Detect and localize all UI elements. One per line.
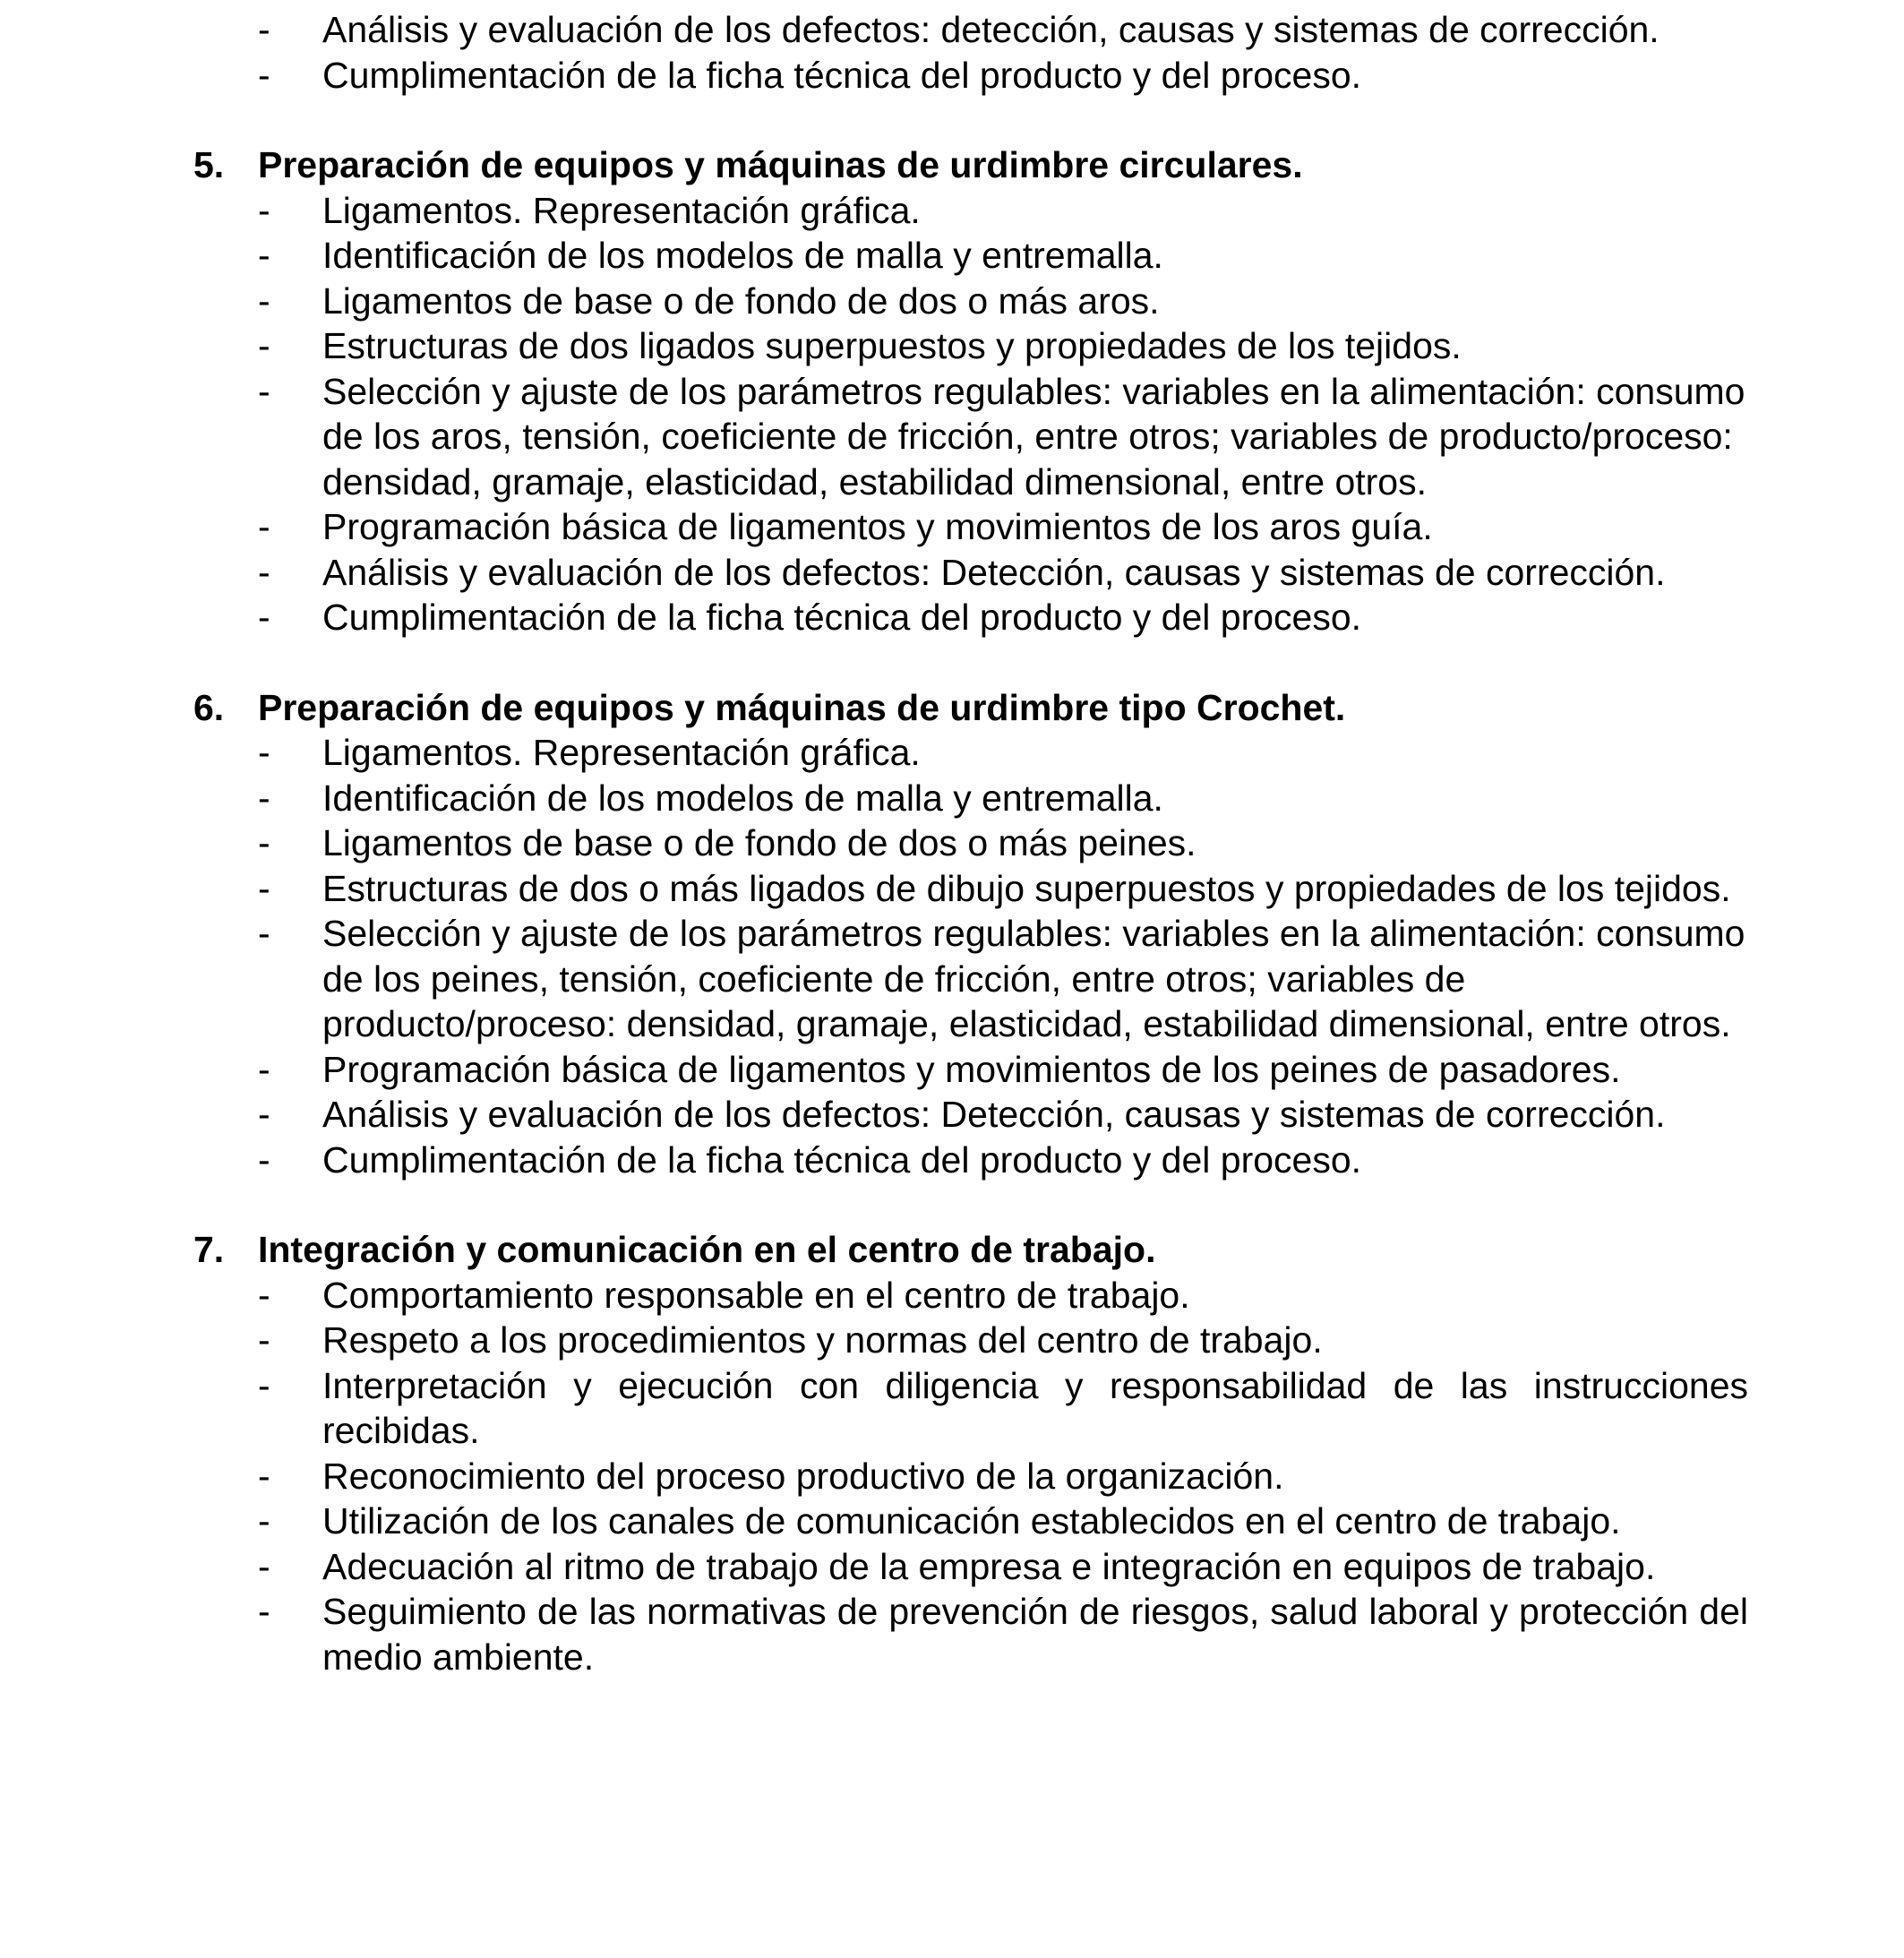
bullet-dash: - (258, 1364, 270, 1406)
section-number: 7. (193, 1229, 225, 1270)
list-item (193, 1454, 1748, 1499)
section-number: 6. (193, 686, 225, 728)
bullet-dash: - (258, 777, 270, 819)
bullet-dash: - (258, 1545, 270, 1587)
list-item (193, 53, 1748, 99)
list-item-text: Ligamentos de base o de fondo de dos o más aros. (322, 279, 1160, 322)
bullet-dash: - (258, 1274, 270, 1316)
list-item (193, 233, 1748, 279)
section-list (193, 1273, 1748, 1680)
bullet-dash: - (258, 325, 270, 366)
bullet-dash: - (258, 551, 270, 593)
bullet-dash: - (258, 9, 270, 50)
list-item (193, 866, 1748, 912)
list-item (193, 1047, 1748, 1093)
list-item (193, 1499, 1748, 1544)
list-item (193, 504, 1748, 550)
bullet-dash: - (258, 732, 270, 773)
bullet-dash: - (258, 822, 270, 863)
list-item (193, 323, 1748, 369)
list-item-text: Programación básica de ligamentos y movimientos de los aros guía. (322, 506, 1433, 547)
section-title: Preparación de equipos y máquinas de urdimbre circulares. (258, 144, 1303, 185)
list-item (193, 1363, 1748, 1454)
section-heading (193, 685, 1748, 731)
list-item (193, 1273, 1748, 1318)
list-item-text: Estructuras de dos ligados superpuestos y propiedades de los tejidos. (322, 325, 1462, 366)
bullet-dash: - (258, 1048, 270, 1090)
bullet-dash: - (258, 189, 270, 231)
list-item (193, 595, 1748, 640)
list-item-text: Ligamentos de base o de fondo de dos o más peines. (322, 822, 1196, 863)
list-item-text: Adecuación al ritmo de trabajo de la empresa e integración en equipos de trabajo. (322, 1545, 1656, 1587)
bullet-dash: - (258, 1319, 270, 1361)
list-item-text: Selección y ajuste de los parámetros regulables: variables en la alimentación: consumo de los aros, tensión, coeficiente de fricción, entre otros; variables de producto/proceso: densidad, gramaje, elasticidad, estabilidad dimensional, entre otros. (322, 370, 1745, 502)
section-list (193, 188, 1748, 640)
section-title: Integración y comunicación en el centro de trabajo. (258, 1229, 1156, 1270)
list-item-text: Análisis y evaluación de los defectos: Detección, causas y sistemas de corrección. (322, 551, 1666, 593)
list-item (193, 1092, 1748, 1138)
list-item-text: Utilización de los canales de comunicación establecidos en el centro de trabajo. (322, 1500, 1621, 1541)
bullet-dash: - (258, 1591, 270, 1632)
list-item (193, 1318, 1748, 1363)
section-7 (193, 1227, 1748, 1679)
bullet-dash: - (258, 1455, 270, 1497)
list-item-text: Análisis y evaluación de los defectos: detección, causas y sistemas de corrección. (322, 9, 1660, 50)
list-item (193, 369, 1748, 505)
list-item (193, 550, 1748, 596)
list-item-text: Ligamentos. Representación gráfica. (322, 732, 921, 773)
section-5 (193, 142, 1748, 640)
list-item-text: Interpretación y ejecución con diligencia y responsabilidad de las instrucciones recibidas. (322, 1364, 1748, 1451)
bullet-dash: - (258, 597, 270, 638)
document-content (193, 7, 1748, 1679)
list-item-text: Cumplimentación de la ficha técnica del producto y del proceso. (322, 54, 1362, 96)
section-heading (193, 1227, 1748, 1273)
list-item (193, 1544, 1748, 1590)
list-item (193, 1138, 1748, 1183)
intro-list (193, 7, 1748, 98)
list-item-text: Selección y ajuste de los parámetros regulables: variables en la alimentación: consumo de los peines, tensión, coeficiente de fricción, entre otros; variables de producto/proceso: densidad, gramaje, elasticidad, estabilidad dimensional, entre otros. (322, 913, 1745, 1044)
bullet-dash: - (258, 1500, 270, 1541)
section-6 (193, 685, 1748, 1183)
list-item (193, 279, 1748, 324)
section-number: 5. (193, 144, 225, 185)
list-item-text: Seguimiento de las normativas de prevención de riesgos, salud laboral y protección del medio ambiente. (322, 1591, 1748, 1678)
list-item-text: Análisis y evaluación de los defectos: Detección, causas y sistemas de corrección. (322, 1094, 1666, 1135)
section-title: Preparación de equipos y máquinas de urdimbre tipo Crochet. (258, 686, 1346, 728)
list-item (193, 730, 1748, 776)
bullet-dash: - (258, 1138, 270, 1181)
list-item-text: Identificación de los modelos de malla y entremalla. (322, 235, 1163, 276)
list-item (193, 911, 1748, 1047)
list-item (193, 188, 1748, 234)
list-item-text: Ligamentos. Representación gráfica. (322, 189, 921, 231)
section-heading (193, 142, 1748, 188)
list-item (193, 7, 1748, 53)
list-item-text: Comportamiento responsable en el centro de trabajo. (322, 1274, 1190, 1316)
bullet-dash: - (258, 913, 270, 954)
bullet-dash: - (258, 279, 270, 322)
list-item (193, 776, 1748, 821)
bullet-dash: - (258, 867, 270, 909)
list-item (193, 1589, 1748, 1679)
list-item-text: Estructuras de dos o más ligados de dibujo superpuestos y propiedades de los tejidos. (322, 867, 1731, 909)
list-item-text: Identificación de los modelos de malla y entremalla. (322, 777, 1163, 819)
list-item-text: Programación básica de ligamentos y movimientos de los peines de pasadores. (322, 1048, 1621, 1090)
bullet-dash: - (258, 54, 270, 96)
list-item-text: Cumplimentación de la ficha técnica del producto y del proceso. (322, 1138, 1362, 1181)
bullet-dash: - (258, 370, 270, 412)
list-item-text: Cumplimentación de la ficha técnica del producto y del proceso. (322, 597, 1362, 638)
list-item-text: Reconocimiento del proceso productivo de la organización. (322, 1455, 1284, 1497)
bullet-dash: - (258, 1094, 270, 1135)
list-item (193, 820, 1748, 866)
bullet-dash: - (258, 506, 270, 547)
section-list (193, 730, 1748, 1182)
bullet-dash: - (258, 235, 270, 276)
list-item-text: Respeto a los procedimientos y normas del centro de trabajo. (322, 1319, 1323, 1361)
